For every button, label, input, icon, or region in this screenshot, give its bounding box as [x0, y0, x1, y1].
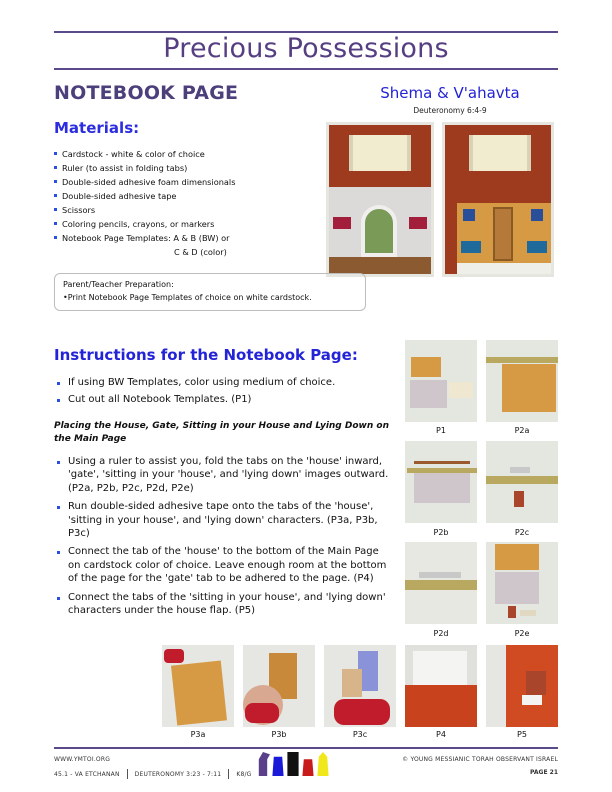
- instruction-step: Connect the tabs of the 'sitting in your house', and 'lying down' characters under the house flap. (P5): [54, 591, 394, 618]
- footer-copyright: © YOUNG MESSIANIC TORAH OBSERVANT ISRAEL: [402, 756, 558, 763]
- scroll-image: [349, 135, 411, 171]
- photo-p2e: [486, 542, 558, 624]
- footer-rule: [54, 747, 558, 749]
- caption-p3c: P3c: [352, 730, 368, 739]
- gate-image: [329, 187, 431, 257]
- footer-level: K8/G: [236, 770, 252, 778]
- material-item: Notebook Page Templates: A & B (BW) or: [54, 231, 235, 245]
- topic-heading: Shema & V'ahavta: [380, 84, 520, 102]
- caption-p3b: P3b: [271, 730, 287, 739]
- caption-p2a: P2a: [514, 426, 530, 435]
- instructions-subheading: Placing the House, Gate, Sitting in your House and Lying Down on the Main Page: [54, 421, 389, 444]
- instructions-intro-list: [54, 376, 394, 412]
- photo-p3b: [243, 645, 315, 727]
- photo-p3a: [162, 645, 234, 727]
- footer-meta: [54, 769, 252, 779]
- material-item: Double-sided adhesive foam dimensionals: [54, 175, 235, 189]
- house-image: [457, 203, 551, 263]
- preparation-item: •Print Notebook Page Templates of choice on white cardstock.: [63, 293, 312, 302]
- material-item-continuation: C & D (color): [174, 247, 227, 257]
- instruction-step: Connect the tab of the 'house' to the bottom of the Main Page on cardstock color of choice. Leave enough room at the bottom of the page for the 'gate' tab to be adhered to the page. (P4): [54, 545, 394, 585]
- photo-p3c: [324, 645, 396, 727]
- footer-separator: [127, 769, 128, 779]
- caption-p4: P4: [436, 730, 446, 739]
- photo-p2d: [405, 542, 477, 624]
- material-item: Coloring pencils, crayons, or markers: [54, 217, 235, 231]
- material-item: Ruler (to assist in folding tabs): [54, 161, 235, 175]
- photo-p2a: [486, 340, 558, 422]
- photo-p2c: [486, 441, 558, 523]
- material-item: Scissors: [54, 203, 235, 217]
- materials-list: [54, 147, 235, 259]
- caption-p2d: P2d: [433, 629, 449, 638]
- footer-portion: 45.1 - VA ETCHANAN: [54, 770, 120, 778]
- preparation-title: Parent/Teacher Preparation:: [63, 280, 174, 289]
- preparation-box: [54, 273, 366, 311]
- example-house-photo: [442, 122, 554, 277]
- section-heading: NOTEBOOK PAGE: [54, 82, 239, 104]
- photo-p1: [405, 340, 477, 422]
- material-item: Double-sided adhesive tape: [54, 189, 235, 203]
- caption-p5: P5: [517, 730, 527, 739]
- photo-p5: [486, 645, 558, 727]
- footer-page-number: PAGE 21: [530, 769, 558, 776]
- title-underline: [54, 68, 558, 70]
- page-title: Precious Possessions: [163, 33, 449, 64]
- ymtoi-logo-icon: [256, 752, 330, 776]
- photo-p4: [405, 645, 477, 727]
- caption-p1: P1: [436, 426, 446, 435]
- caption-p3a: P3a: [190, 730, 206, 739]
- caption-p2c: P2c: [514, 528, 530, 537]
- scroll-image: [469, 135, 531, 171]
- footer-separator: [228, 769, 229, 779]
- material-item: Cardstock - white & color of choice: [54, 147, 235, 161]
- instruction-step: Using a ruler to assist you, fold the tabs on the 'house' inward, 'gate', 'sitting in your 'house', and 'lying down' images outward. (P2a, P2b, P2c, P2d, P2e): [54, 455, 394, 495]
- caption-p2b: P2b: [433, 528, 449, 537]
- footer-reference: DEUTERONOMY 3:23 - 7:11: [134, 770, 222, 778]
- instructions-steps-list: [54, 455, 394, 622]
- example-gate-photo: [326, 122, 434, 277]
- instruction-item: Cut out all Notebook Templates. (P1): [54, 393, 394, 406]
- instructions-heading: Instructions for the Notebook Page:: [54, 346, 358, 364]
- instruction-step: Run double-sided adhesive tape onto the tabs of the 'house', 'sitting in your house', and 'lying down' characters. (P3a, P3b, P3c): [54, 500, 394, 540]
- footer-url[interactable]: WWW.YMTOI.ORG: [54, 756, 111, 763]
- instruction-item: If using BW Templates, color using medium of choice.: [54, 376, 394, 389]
- scripture-reference: Deuteronomy 6:4-9: [413, 106, 487, 115]
- photo-p2b: [405, 441, 477, 523]
- materials-heading: Materials:: [54, 119, 140, 137]
- caption-p2e: P2e: [514, 629, 530, 638]
